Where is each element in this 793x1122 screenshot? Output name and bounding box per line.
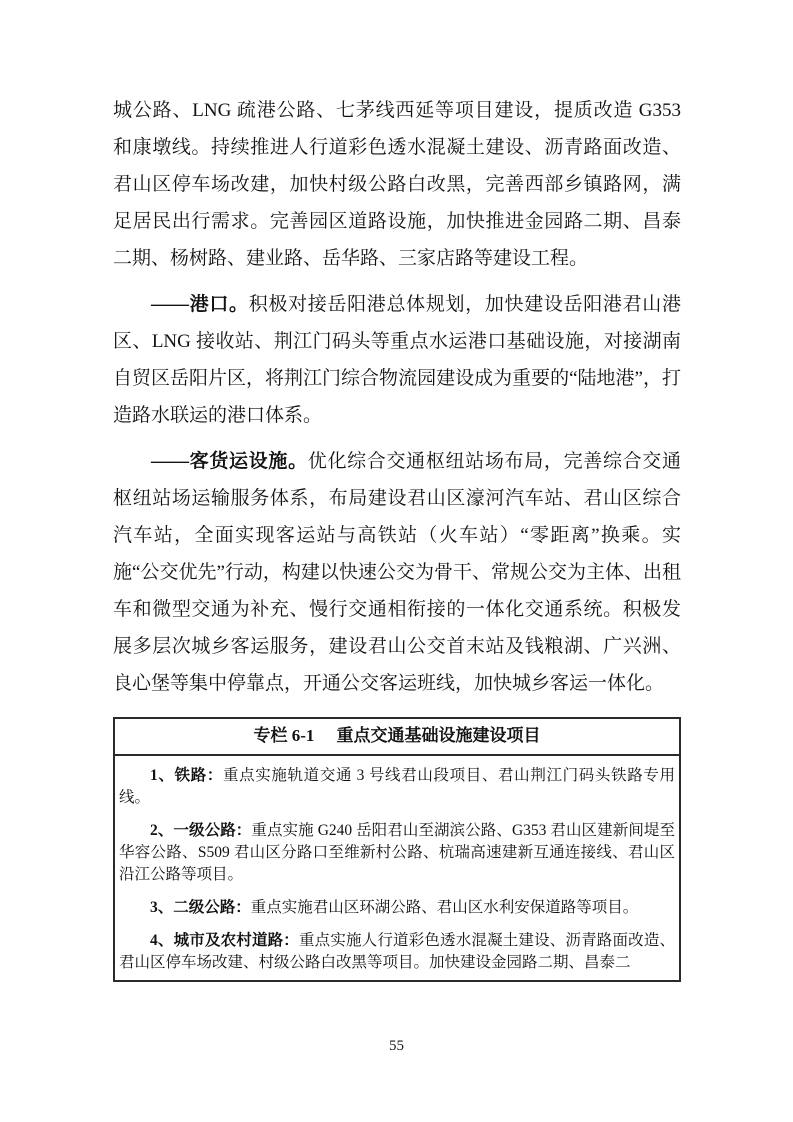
body-paragraph-roads: [113, 92, 681, 277]
paragraph-lead: ——客货运设施。: [151, 451, 308, 472]
paragraph-text: 积极对接岳阳港总体规划，加快建设岳阳港君山港区、LNG 接收站、荆江门码头等重点水运港口基础设施，对接湖南自贸区岳阳片区，将荆江门综合物流园建设成为重要的“陆地港”，打造路水联运的港口体系。: [113, 294, 681, 426]
box-item-lead: 3、二级公路：: [150, 899, 251, 916]
box-item-text: 重点实施人行道彩色透水混凝土建设、沥青路面改造、君山区停车场改建、村级公路白改黑等项目。加快建设金园路二期、昌泰二: [119, 932, 675, 971]
box-item-text: 重点实施 G240 岳阳君山至湖滨公路、G353 君山区建新间堤至华容公路、S509 君山区分路口至维新村公路、杭瑞高速建新互通连接线、君山区沿江公路等项目。: [119, 822, 675, 883]
box-item-second-class-highway: [119, 897, 675, 919]
column-box-title: [115, 719, 679, 756]
paragraph-text: 城公路、LNG 疏港公路、七茅线西延等项目建设，提质改造 G353 和康墩线。持续推进人行道彩色透水混凝土建设、沥青路面改造、君山区停车场改建，加快村级公路白改黑，完善西部乡镇路网，满足居民出行需求。完善园区道路设施，加快推进金园路二期、昌泰二期、杨树路、建业路、岳华路、三家店路等建设工程。: [113, 100, 681, 269]
box-item-lead: 1、铁路：: [150, 767, 223, 784]
box-item-railway: [119, 765, 675, 809]
box-item-urban-rural-roads: [119, 930, 675, 974]
box-item-text: 重点实施君山区环湖公路、君山区水利安保道路等项目。: [250, 899, 639, 916]
page-number: 55: [389, 1038, 404, 1054]
box-item-lead: 2、一级公路：: [150, 822, 252, 839]
paragraph-lead: ——港口。: [151, 294, 249, 315]
column-box-title-text: 重点交通基础设施建设项目: [336, 726, 541, 745]
box-item-text: 重点实施轨道交通 3 号线君山段项目、君山荆江门码头铁路专用线。: [119, 767, 675, 806]
box-item-first-class-highway: [119, 820, 675, 886]
body-paragraph-passenger-freight: [113, 443, 681, 702]
column-box-6-1: [113, 717, 681, 982]
column-box-body: [115, 756, 679, 980]
box-item-lead: 4、城市及农村道路：: [150, 932, 299, 949]
column-box-label: 专栏 6-1: [253, 726, 315, 745]
body-paragraph-ports: [113, 286, 681, 434]
page-body: [113, 92, 681, 982]
paragraph-text: 优化综合交通枢纽站场布局，完善综合交通枢纽站场运输服务体系，布局建设君山区濠河汽车站、君山区综合汽车站，全面实现客运站与高铁站（火车站）“零距离”换乘。实施“公交优先”行动，构建以快速公交为骨干、常规公交为主体、出租车和微型交通为补充、慢行交通相衔接的一体化交通系统。积极发展多层次城乡客运服务，建设君山公交首末站及钱粮湖、广兴洲、良心堡等集中停靠点，开通公交客运班线，加快城乡客运一体化。: [113, 451, 681, 694]
